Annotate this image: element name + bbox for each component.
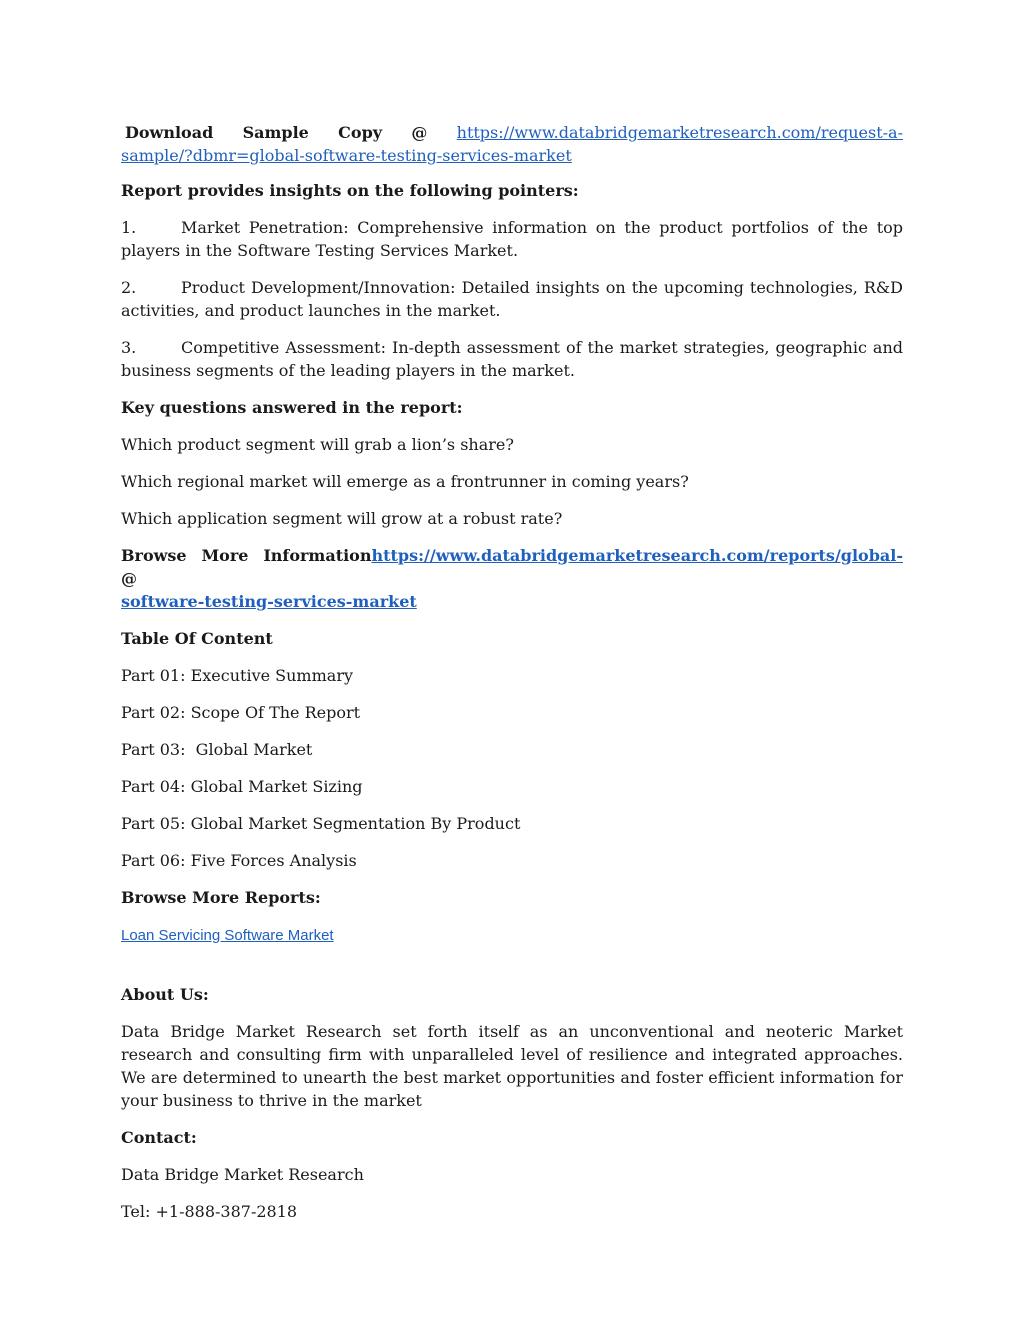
pointer-item (121, 216, 903, 262)
spacer (121, 961, 903, 983)
toc-item: Part 05: Global Market Segmentation By Product (121, 814, 521, 833)
pointer-number: 1. (121, 218, 137, 237)
contact-heading: Contact: (121, 1128, 197, 1147)
question-item: Which regional market will emerge as a frontrunner in coming years? (121, 472, 689, 491)
toc-item: Part 03: Global Market (121, 740, 313, 759)
browse-info-line (121, 544, 903, 590)
browse-info-label: Browse More Information @ (121, 546, 372, 588)
questions-heading: Key questions answered in the report: (121, 398, 463, 417)
about-text: Data Bridge Market Research set forth itself as an unconventional and neoteric Market research and consulting firm with unparalleled level of resilience and integrated approaches. We are determined to unearth the best market opportunities and foster efficient information for your business to thrive in the market (121, 1022, 903, 1110)
toc-item: Part 06: Five Forces Analysis (121, 851, 357, 870)
sample-link-part2[interactable]: sample/?dbmr=global-software-testing-services-market (121, 146, 572, 165)
toc-item: Part 04: Global Market Sizing (121, 777, 363, 796)
contact-tel: Tel: +1-888-387-2818 (121, 1202, 298, 1221)
report-link-part2[interactable]: software-testing-services-market (121, 592, 417, 611)
browse-reports-paragraph (121, 923, 903, 947)
pointer-item (121, 276, 903, 322)
pointer-text: Product Development/Innovation: Detailed insights on the upcoming technologies, R&D activities, and product launches in the market. (121, 278, 903, 320)
download-sample-paragraph (121, 121, 903, 167)
question-item: Which application segment will grow at a robust rate? (121, 509, 563, 528)
at-symbol: @ (411, 123, 428, 142)
sample-link-part1[interactable]: https://www.databridgemarketresearch.com/request-a- (456, 123, 903, 142)
download-word: Download (125, 123, 214, 142)
about-heading: About Us: (121, 985, 209, 1004)
loan-servicing-link[interactable]: Loan Servicing Software Market (121, 927, 334, 944)
toc-heading: Table Of Content (121, 629, 273, 648)
pointer-number: 3. (121, 338, 137, 357)
question-item: Which product segment will grab a lion’s share? (121, 435, 514, 454)
sample-word: Sample (242, 123, 309, 142)
pointers-heading: Report provides insights on the following pointers: (121, 181, 579, 200)
pointer-text: Market Penetration: Comprehensive information on the product portfolios of the top players in the Software Testing Services Market. (121, 218, 903, 260)
contact-name: Data Bridge Market Research (121, 1165, 364, 1184)
browse-info-paragraph (121, 544, 903, 613)
download-line (125, 121, 903, 144)
pointer-item (121, 336, 903, 382)
toc-item: Part 01: Executive Summary (121, 666, 353, 685)
browse-reports-heading: Browse More Reports: (121, 888, 321, 907)
document-body (121, 121, 903, 1237)
report-link-part1[interactable]: https://www.databridgemarketresearch.com/reports/global- (371, 546, 903, 565)
pointer-number: 2. (121, 278, 137, 297)
toc-item: Part 02: Scope Of The Report (121, 703, 361, 722)
copy-word: Copy (338, 123, 383, 142)
pointer-text: Competitive Assessment: In-depth assessment of the market strategies, geographic and business segments of the leading players in the market. (121, 338, 903, 380)
